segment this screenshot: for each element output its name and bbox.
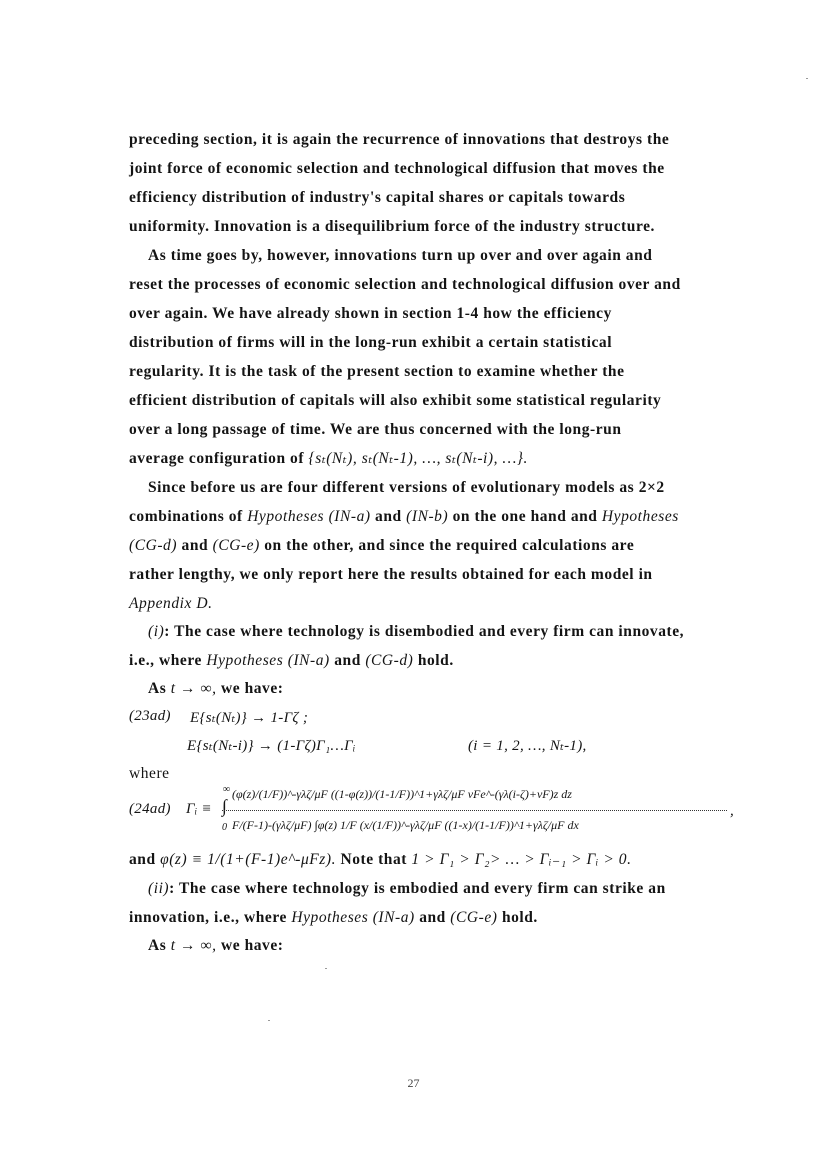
appendix-ref: Appendix D. — [129, 595, 213, 612]
page-number: 27 — [407, 1076, 420, 1090]
text-line — [148, 879, 666, 899]
math-inline: t → ∞, — [170, 937, 217, 954]
case-label: (i) — [148, 623, 165, 640]
text-span: average configuration of — [129, 450, 305, 467]
text-line: i.e., where Hypotheses (IN-a) and (CG-d) hold. — [129, 652, 454, 669]
text-line: innovation, i.e., where Hypotheses (IN-a) and (CG-e) hold. — [129, 909, 538, 926]
text-line: efficiency distribution of industry's capital shares or capitals towards — [129, 189, 626, 206]
scan-speck — [325, 968, 327, 969]
math-inline: t → ∞, — [170, 680, 217, 697]
integral-lower: 0 — [222, 822, 228, 833]
equation-comma: , — [730, 803, 735, 819]
text-line: preceding section, it is again the recurrence of innovations that destroys the — [129, 131, 670, 148]
text-span: combinations of — [129, 508, 243, 525]
text-span: Note that — [340, 851, 407, 868]
text-span: and — [129, 851, 156, 868]
text-line: combinations of Hypotheses (IN-a) and (IN-b) on the one hand and Hypotheses — [129, 508, 679, 525]
text-span: on the one hand and — [452, 508, 598, 525]
text-line: rather lengthy, we only report here the results obtained for each model in — [129, 566, 653, 583]
math-inline: φ(z) ≡ 1/(1+(F-1)e^-μFz). — [160, 851, 337, 868]
hypothesis-ref: Hypotheses (IN-a) — [206, 652, 330, 669]
text-line: regularity. It is the task of the present section to examine whether the — [129, 363, 625, 380]
hypothesis-ref: (CG-d) — [365, 652, 414, 669]
text-line — [148, 622, 684, 642]
equation-lhs: Γᵢ ≡ — [186, 801, 212, 817]
text-span: innovation, i.e., where — [129, 909, 287, 926]
text-span: on the other, and since the required calculations are — [264, 537, 635, 554]
hypothesis-ref: Hypotheses — [601, 508, 679, 525]
text-line: Since before us are four different versions of evolutionary models as 2×2 — [148, 479, 665, 496]
math-inline: 1 > Γ₁ > Γ₂> … > Γᵢ₋₁ > Γᵢ > 0. — [411, 851, 632, 868]
equation-label: (23ad) — [129, 708, 171, 724]
hypothesis-ref: (IN-b) — [406, 508, 449, 525]
text-span: : The case where technology is disembodied and every firm can innovate, — [164, 623, 685, 640]
text-line — [148, 936, 284, 956]
text-span: As — [148, 937, 167, 954]
fraction-denominator: F/(F-1)-(γλζ/μF) ∫φ(z) 1/F (x/(1/F))^-γλζ/μF ((1-x)/(1-1/F))^1+γλζ/μF dx — [232, 818, 579, 832]
math-inline: {sₜ(Nₜ), sₜ(Nₜ-1), …, sₜ(Nₜ-i), …}. — [308, 450, 528, 467]
text-span: and — [181, 537, 209, 554]
text-line: efficient distribution of capitals will also exhibit some statistical regularity — [129, 392, 662, 409]
text-line — [129, 850, 632, 870]
text-line: where — [129, 765, 170, 782]
text-span: hold. — [417, 652, 454, 669]
equation-label: (24ad) — [129, 801, 171, 817]
scan-speck — [268, 1020, 270, 1021]
text-line — [129, 449, 528, 469]
integral-upper: ∞ — [223, 784, 231, 795]
hypothesis-ref: (CG-e) — [450, 909, 498, 926]
text-line: distribution of firms will in the long-run exhibit a certain statistical — [129, 334, 613, 351]
hypothesis-ref: (CG-d) — [129, 537, 178, 554]
hypothesis-ref: (CG-e) — [212, 537, 260, 554]
hypothesis-ref: Hypotheses (IN-a) — [291, 909, 415, 926]
text-line: uniformity. Innovation is a disequilibrium force of the industry structure. — [129, 218, 655, 235]
text-span: hold. — [501, 909, 538, 926]
integral-sign: ∫ — [222, 796, 228, 816]
case-label: (ii) — [148, 880, 170, 897]
text-line: As time goes by, however, innovations turn up over and over again and — [148, 247, 653, 264]
fraction-bar — [222, 810, 727, 811]
text-line: over a long passage of time. We are thus concerned with the long-run — [129, 421, 622, 438]
text-span: i.e., where — [129, 652, 202, 669]
equation-range: (i = 1, 2, …, Nₜ-1), — [468, 738, 587, 754]
text-span: As — [148, 680, 167, 697]
equation-line: E{sₜ(Nₜ)} → 1-Γζ ; — [190, 710, 309, 726]
text-line: over again. We have already shown in section 1-4 how the efficiency — [129, 305, 612, 322]
fraction-numerator: (φ(z)/(1/F))^-γλζ/μF ((1-φ(z))/(1-1/F))^1+γλζ/μF νFe^-(γλ(i-ζ)+νF)z dz — [232, 787, 572, 801]
equation-line: E{sₜ(Nₜ-i)} → (1-Γζ)Γ₁…Γᵢ — [187, 738, 356, 754]
hypothesis-ref: Hypotheses (IN-a) — [247, 508, 371, 525]
text-line — [148, 679, 284, 699]
text-line: reset the processes of economic selection and technological diffusion over and — [129, 276, 681, 293]
text-span: : The case where technology is embodied and every firm can strike an — [169, 880, 666, 897]
text-line — [129, 594, 213, 614]
text-line — [129, 536, 634, 556]
text-line: joint force of economic selection and technological diffusion that moves the — [129, 160, 665, 177]
text-span: we have: — [220, 937, 284, 954]
text-span: we have: — [220, 680, 284, 697]
scan-speck — [806, 78, 808, 79]
